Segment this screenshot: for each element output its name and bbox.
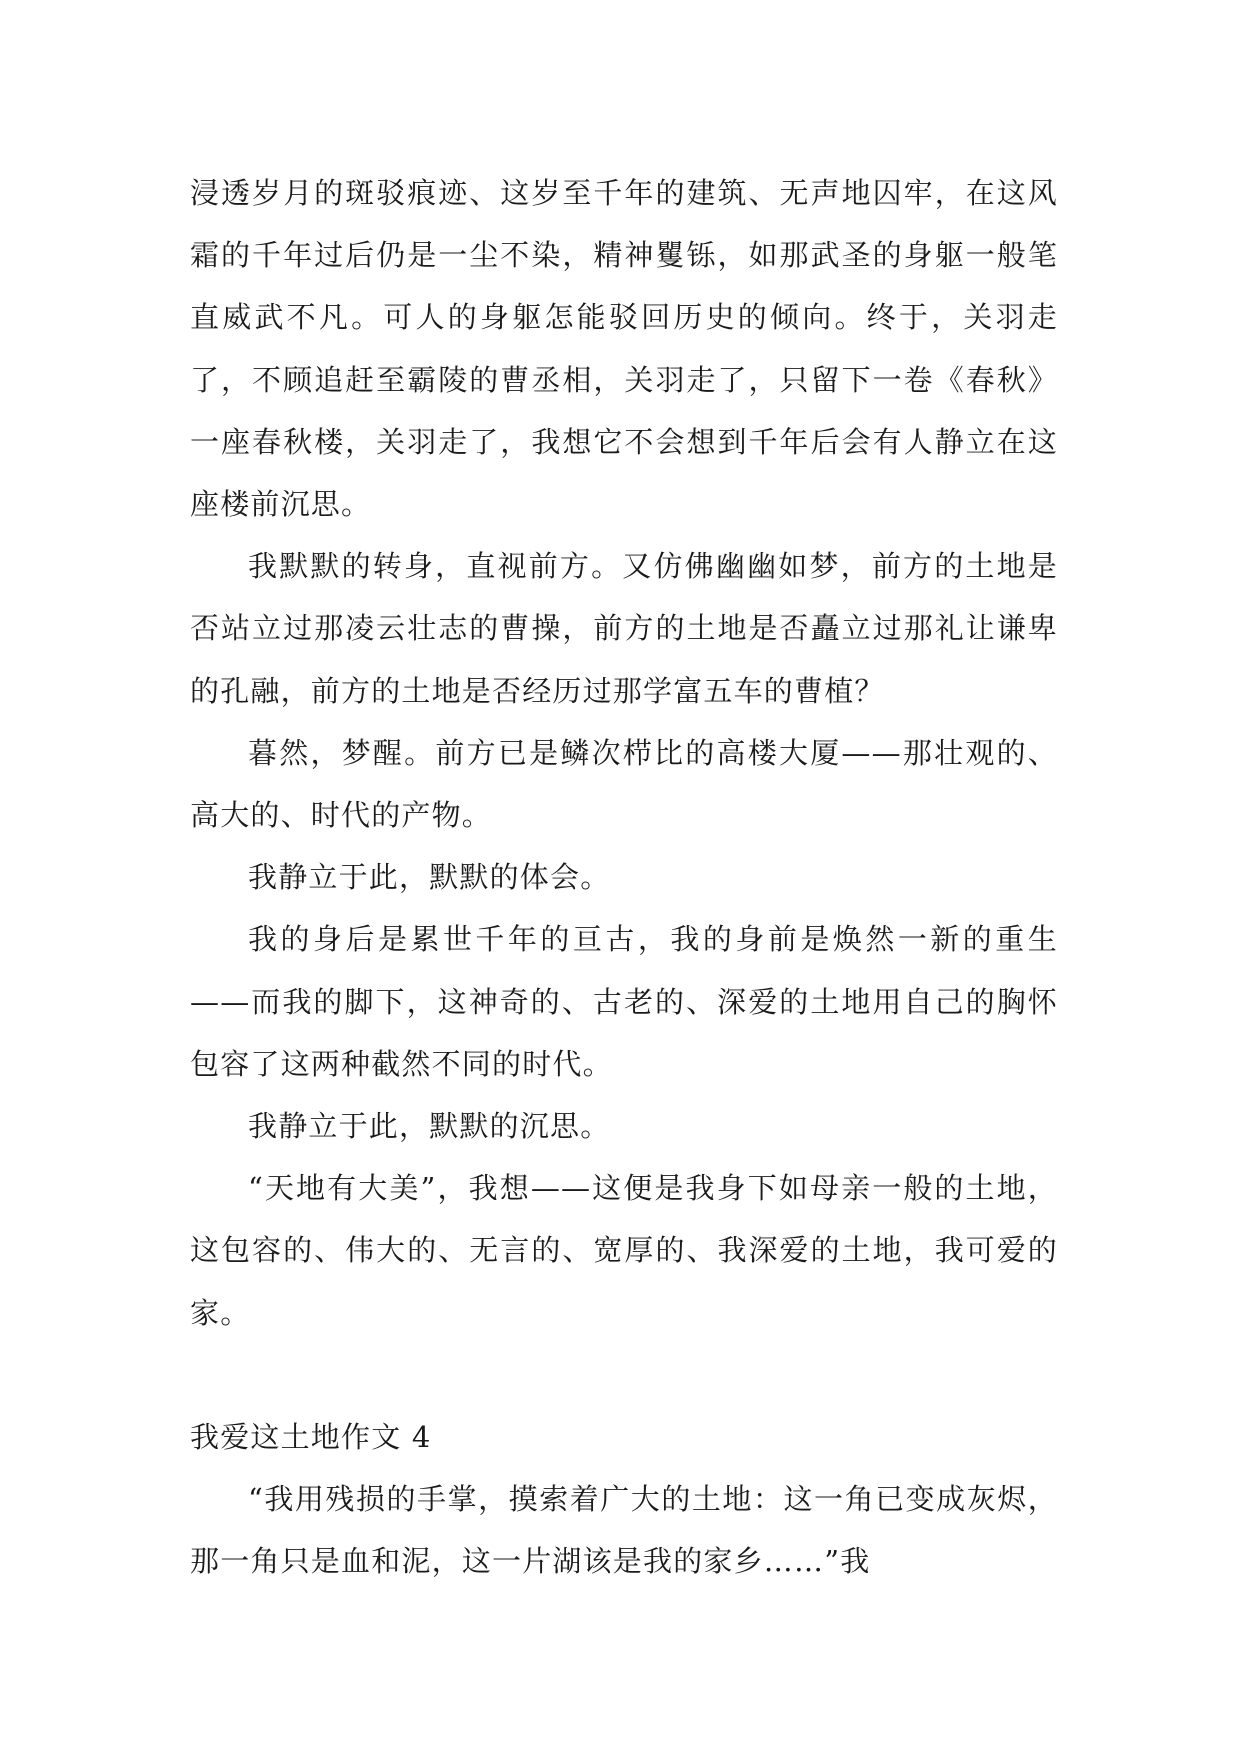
paragraph: “天地有大美”，我想——这便是我身下如母亲一般的土地，这包容的、伟大的、无言的、宽厚的、我深爱的土地，我可爱的家。 (190, 1171, 1058, 1330)
paragraph: “我用残损的手掌，摸索着广大的土地：这一角已变成灰烬，那一角只是血和泥，这一片湖该是我的家乡……”我 (190, 1482, 1058, 1579)
paragraph: 我静立于此，默默的沉思。 (248, 1109, 611, 1144)
paragraph: 暮然，梦醒。前方已是鳞次栉比的高楼大厦——那壮观的、高大的、时代的产物。 (190, 735, 1058, 833)
paragraph-continued: 浸透岁月的斑驳痕迹、这岁至千年的建筑、无声地囚牢，在这风霜的千年过后仍是一尘不染，精神矍铄，如那武圣的身躯一般笔直威武不凡。可人的身躯怎能驳回历史的倾向。终于，关羽走了，不顾追赶至霸陵的曹丞相，关羽走了，只留下一卷《春秋》一座春秋楼，关羽走了，我想它不会想到千年后会有人静立在这座楼前沉思。 (190, 176, 1058, 522)
document-body (190, 162, 1058, 1592)
paragraph: 我的身后是累世千年的亘古，我的身前是焕然一新的重生——而我的脚下，这神奇的、古老的、深爱的土地用自己的胸怀包容了这两种截然不同的时代。 (190, 922, 1058, 1081)
paragraph: 我静立于此，默默的体会。 (248, 860, 611, 895)
paragraph: 我默默的转身，直视前方。又仿佛幽幽如梦，前方的土地是否站立过那凌云壮志的曹操，前方的土地是否矗立过那礼让谦卑的孔融，前方的土地是否经历过那学富五车的曹植？ (190, 549, 1058, 708)
section-heading: 我爱这土地作文 4 (190, 1419, 432, 1454)
